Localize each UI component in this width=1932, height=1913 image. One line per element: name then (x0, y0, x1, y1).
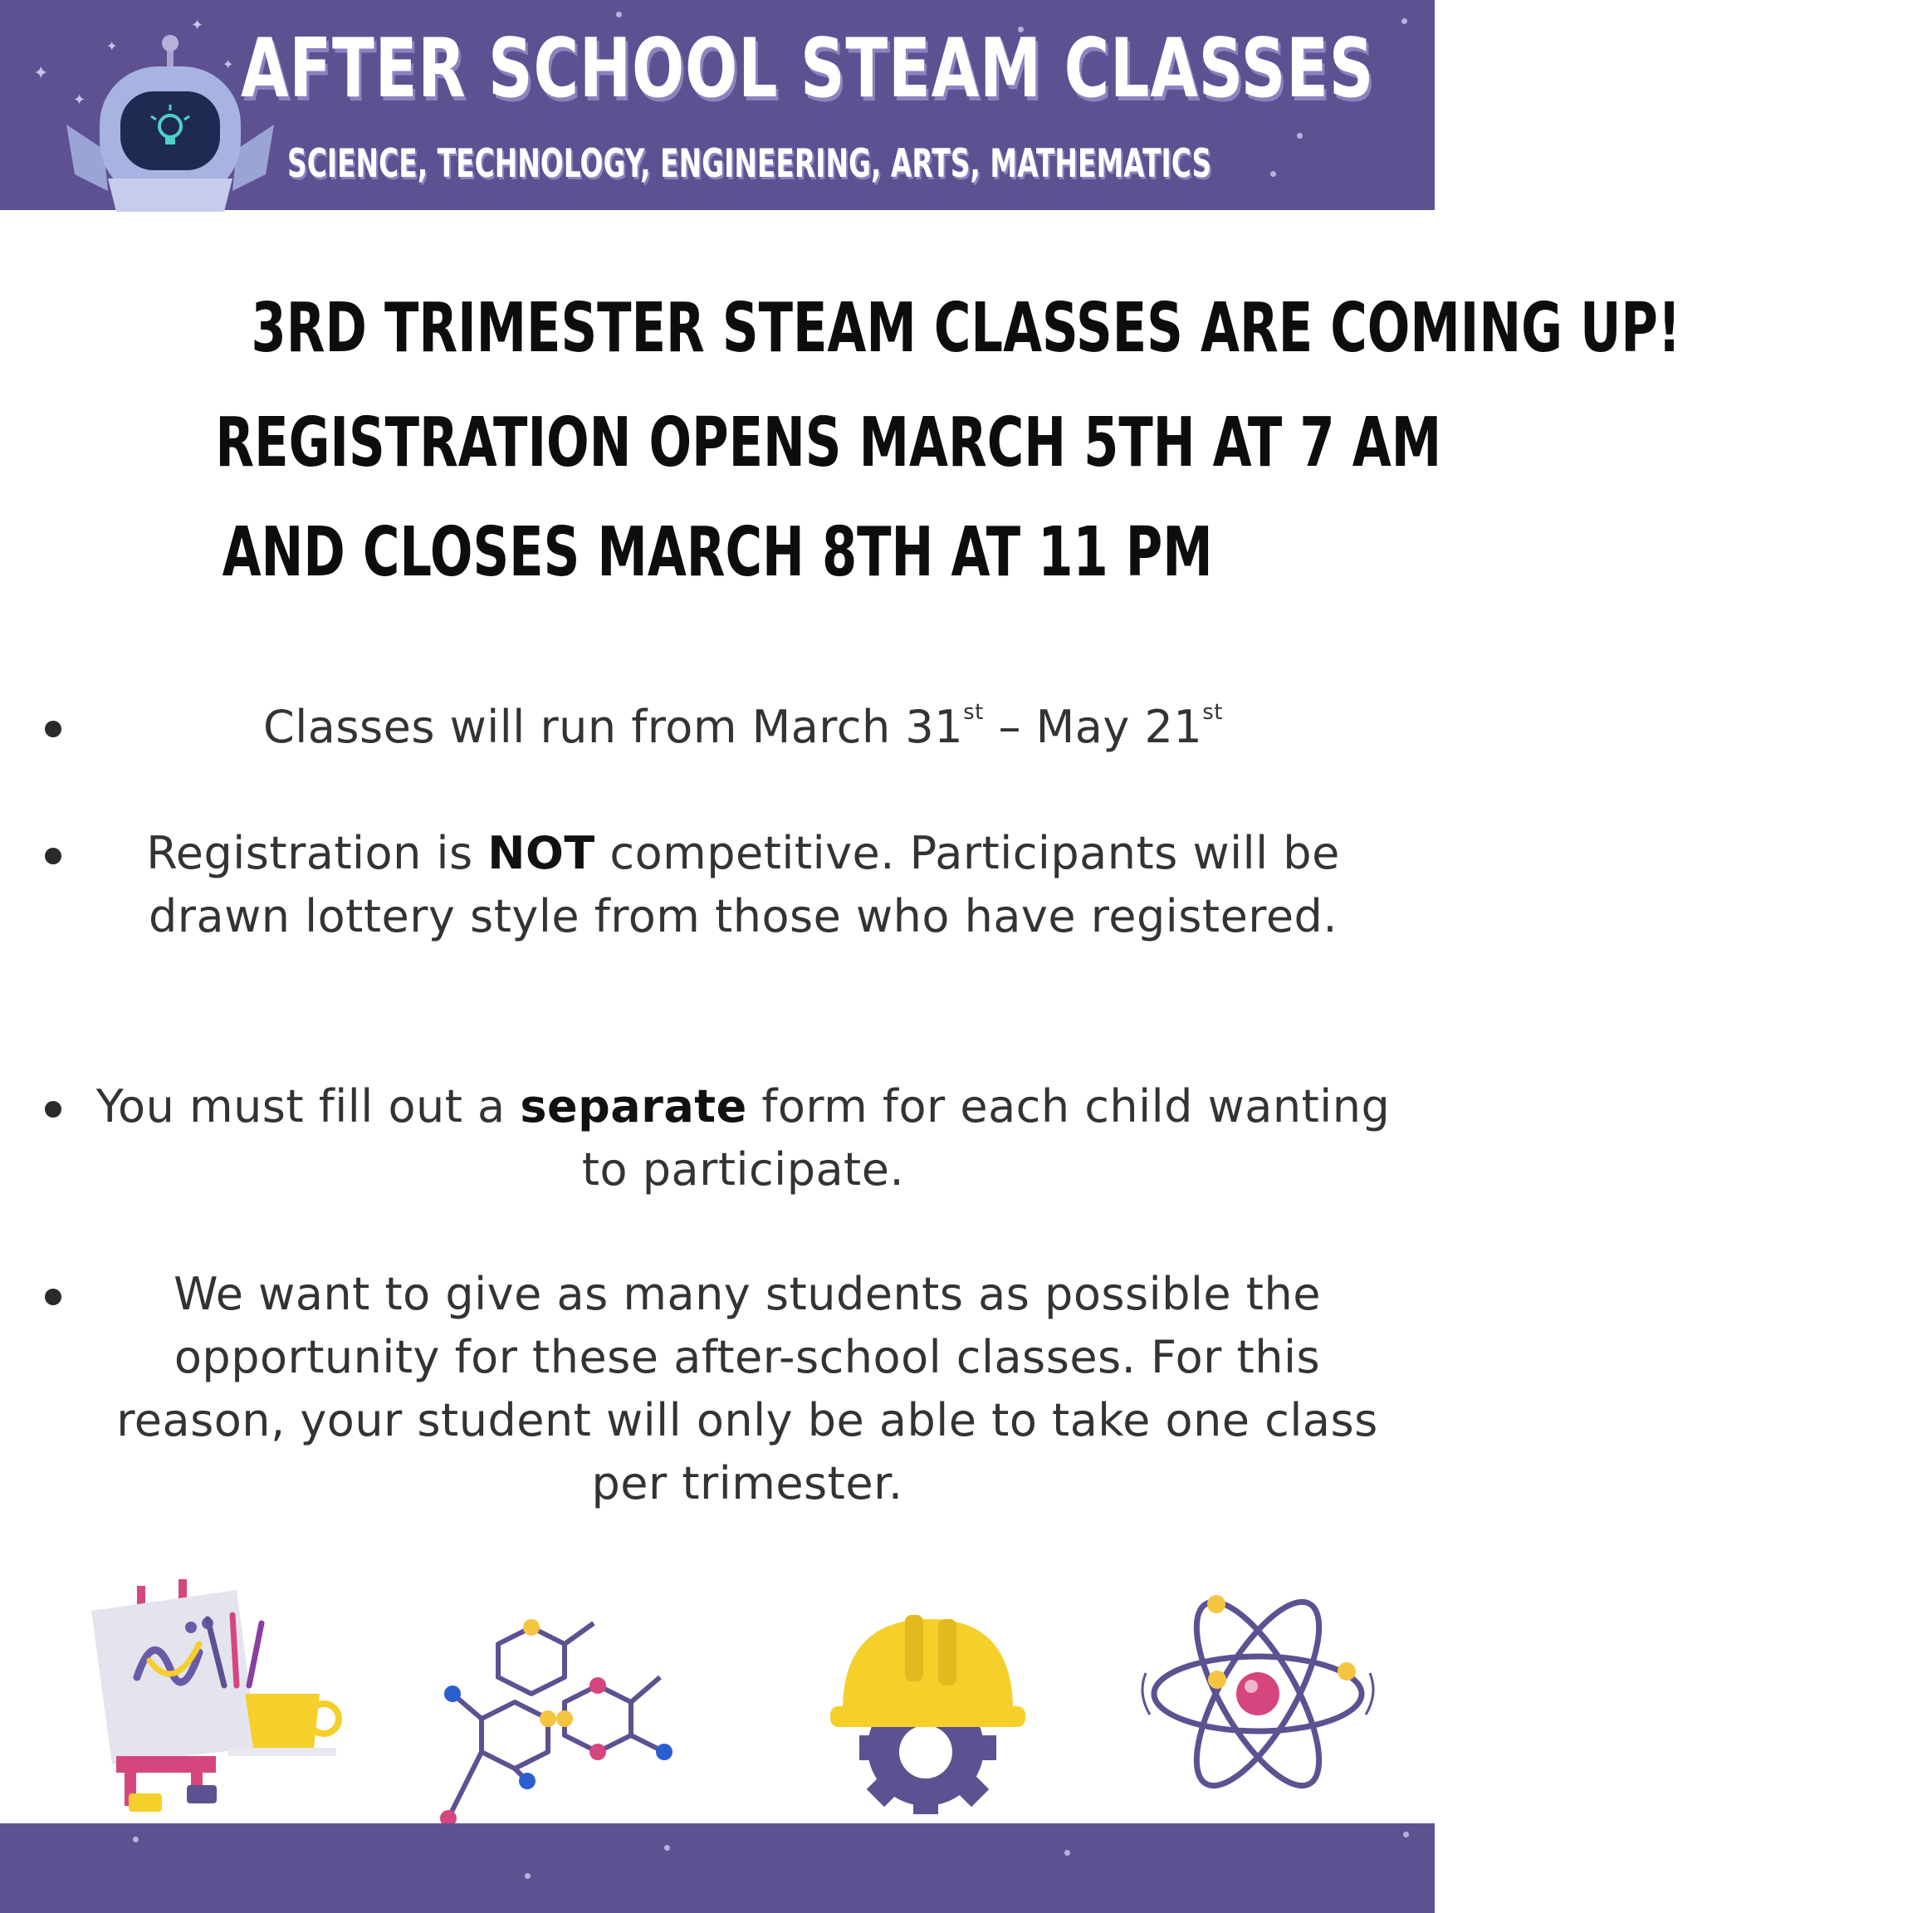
announcement-line-3: AND CLOSES MARCH 8TH AT 11 PM (222, 513, 1213, 592)
page-title: AFTER SCHOOL STEAM CLASSES (241, 22, 1375, 116)
bullet-separate-form: You must fill out a separate form for each child wanting to participate. (95, 1080, 1391, 1196)
molecule-icon (432, 1611, 689, 1827)
star-dot (664, 1845, 670, 1851)
bullet-dot (45, 1101, 61, 1118)
hard-hat-gear-icon (826, 1602, 1030, 1814)
star-dot (1297, 133, 1303, 139)
easel-paint-icon (91, 1578, 340, 1818)
star-dot (1401, 18, 1407, 24)
sparkle-icon: ✦ (223, 56, 234, 72)
page-subtitle: SCIENCE, TECHNOLOGY, ENGINEERING, ARTS, MATHEMATICS (287, 141, 1212, 187)
footer-banner (0, 1823, 1435, 1913)
star-dot (616, 12, 622, 17)
star-dot (1403, 1832, 1409, 1837)
sparkle-icon: ✦ (33, 63, 49, 84)
bullet-dot (45, 721, 61, 737)
sparkle-icon: ✦ (191, 17, 204, 34)
star-dot (1270, 171, 1276, 177)
star-dot (133, 1837, 139, 1842)
star-dot (525, 1873, 531, 1879)
bullet-dot (45, 848, 61, 864)
star-dot (1064, 1850, 1070, 1856)
announcement-line-1: 3RD TRIMESTER STEAM CLASSES ARE COMING UP! (251, 289, 1681, 368)
bullet-registration-lottery: Registration is NOT competitive. Participants will be drawn lottery style from those who have registered. (146, 827, 1340, 942)
bullet-dot (45, 1289, 61, 1305)
atom-icon (1133, 1582, 1382, 1806)
announcement-line-2: REGISTRATION OPENS MARCH 5TH AT 7 AM (215, 404, 1442, 482)
bullet-one-class-per-trimester: We want to give as many students as possible the opportunity for these after-school classes. For this reason, your student will only be able to take one class per trimester. (116, 1268, 1378, 1509)
sparkle-icon: ✦ (73, 91, 86, 109)
bullet-classes-dates: Classes will run from March 31st – May 21st (263, 700, 1223, 753)
header-banner (0, 0, 1435, 210)
sparkle-icon: ✦ (106, 38, 118, 54)
